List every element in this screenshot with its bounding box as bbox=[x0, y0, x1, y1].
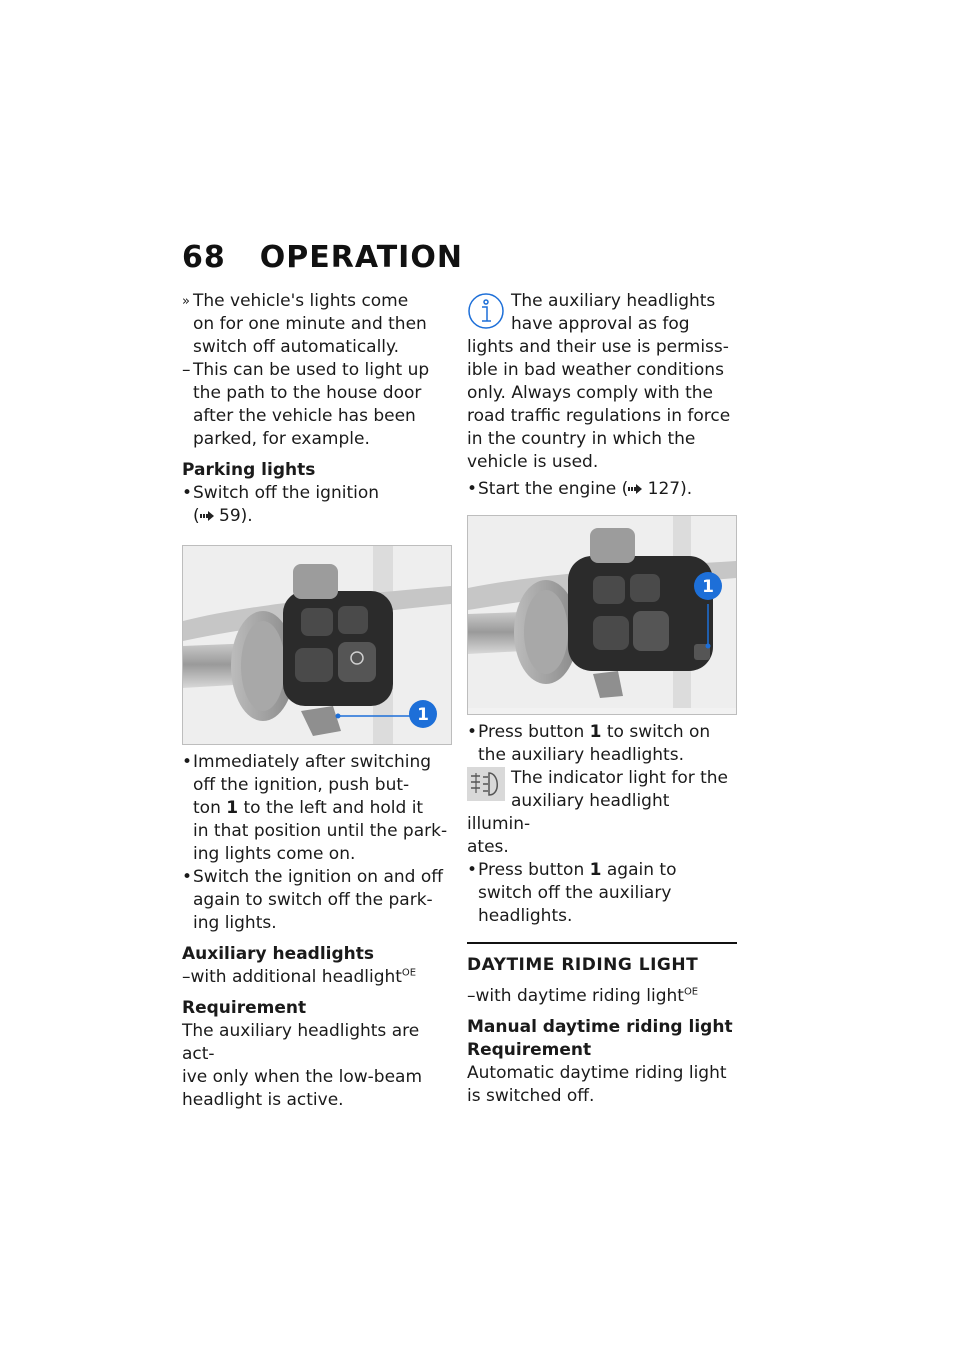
parking-lights-heading: Parking lights bbox=[182, 460, 316, 480]
oe-badge: OE bbox=[683, 986, 699, 998]
result-item bbox=[182, 290, 452, 359]
bullet-icon: • bbox=[467, 860, 478, 880]
aux-subline: –with additional headlight$^{OE}$ bbox=[182, 967, 417, 987]
text-line: switch off automatically. bbox=[193, 337, 400, 357]
aux-headlights-heading: Auxiliary headlights bbox=[182, 944, 375, 964]
page-reference-arrow-icon bbox=[628, 484, 642, 494]
drl-subline: –with daytime riding light$^{OE}$ bbox=[467, 986, 699, 1006]
text-line: This can be used to light up bbox=[193, 360, 430, 380]
handlebar-switch-photo bbox=[182, 545, 452, 745]
left-column bbox=[182, 290, 452, 1112]
page-reference[interactable]: ( 59). bbox=[193, 506, 253, 526]
text-line: ates. bbox=[467, 837, 509, 857]
text-line: Switch the ignition on and off bbox=[193, 867, 443, 887]
bullet-icon: • bbox=[182, 867, 193, 887]
text-line: headlight is active. bbox=[182, 1090, 344, 1110]
text-line: only. Always comply with the bbox=[467, 383, 713, 403]
bullet-item bbox=[467, 478, 737, 501]
callout-number: 1 bbox=[702, 577, 714, 597]
oe-badge: OE bbox=[401, 967, 417, 979]
bullet-item bbox=[182, 751, 452, 866]
text-line: Switch off the ignition bbox=[193, 483, 380, 503]
bullet-icon: • bbox=[182, 752, 193, 772]
result-marker-icon: » bbox=[182, 294, 190, 309]
text-line: switch off the auxiliary bbox=[478, 883, 672, 903]
text-line: parked, for example. bbox=[193, 429, 370, 449]
bullet-item bbox=[182, 482, 452, 528]
callout-number: 1 bbox=[417, 705, 429, 725]
text-line: have approval as fog bbox=[511, 314, 690, 334]
text-line: Press button 1 again to bbox=[478, 860, 677, 880]
text-line: after the vehicle has been bbox=[193, 406, 416, 426]
dash-marker-icon: – bbox=[182, 360, 191, 380]
info-note bbox=[467, 290, 737, 474]
handlebar-illustration bbox=[183, 546, 451, 744]
daytime-riding-light-section: DAYTIME RIDING LIGHT bbox=[467, 942, 737, 977]
text-line: ing lights come on. bbox=[193, 844, 356, 864]
text-line: vehicle is used. bbox=[467, 452, 599, 472]
handlebar-illustration bbox=[468, 516, 736, 708]
text-line: Automatic daytime riding light bbox=[467, 1063, 727, 1083]
page-reference[interactable]: Start the engine ( 127). bbox=[478, 479, 693, 499]
text-line: The auxiliary headlights bbox=[511, 291, 716, 311]
text-line: ible in bad weather conditions bbox=[467, 360, 724, 380]
requirement-heading: Requirement bbox=[467, 1040, 592, 1060]
manual-drl-heading: Manual daytime riding light bbox=[467, 1017, 733, 1037]
text-line: ton 1 to the left and hold it bbox=[193, 798, 424, 818]
dash-item bbox=[182, 359, 452, 451]
text-line: Press button 1 to switch on bbox=[478, 722, 711, 742]
text-line: ing lights. bbox=[193, 913, 277, 933]
text-line: the path to the house door bbox=[193, 383, 422, 403]
text-line: lights and their use is permiss- bbox=[467, 337, 729, 357]
bullet-icon: • bbox=[182, 483, 193, 503]
text-line: The indicator light for the bbox=[511, 768, 729, 788]
text-line: The auxiliary headlights are act- bbox=[182, 1021, 420, 1064]
bullet-icon: • bbox=[467, 479, 478, 499]
text-line: again to switch off the park- bbox=[193, 890, 433, 910]
indicator-note bbox=[467, 767, 737, 859]
chapter-title: OPERATION bbox=[259, 240, 463, 275]
page-reference-arrow-icon bbox=[200, 511, 214, 521]
bullet-item bbox=[182, 866, 452, 935]
bullet-item bbox=[467, 859, 737, 928]
page-header bbox=[182, 240, 463, 275]
aux-headlight-switch-photo bbox=[467, 515, 737, 715]
info-icon bbox=[467, 292, 505, 330]
requirement-heading: Requirement bbox=[182, 998, 307, 1018]
right-column bbox=[467, 290, 737, 1108]
text-line: is switched off. bbox=[467, 1086, 595, 1106]
bullet-icon: • bbox=[467, 722, 478, 742]
text-line: auxiliary headlight illumin- bbox=[467, 791, 670, 834]
text-line: off the ignition, push but- bbox=[193, 775, 410, 795]
text-line: the auxiliary headlights. bbox=[478, 745, 684, 765]
text-line: in the country in which the bbox=[467, 429, 696, 449]
text-line: ive only when the low-beam bbox=[182, 1067, 423, 1087]
text-line: on for one minute and then bbox=[193, 314, 427, 334]
text-line: headlights. bbox=[478, 906, 573, 926]
text-line: in that position until the park- bbox=[193, 821, 448, 841]
bullet-item bbox=[467, 721, 737, 767]
text-line: Immediately after switching bbox=[193, 752, 432, 772]
text-line: road traffic regulations in force bbox=[467, 406, 731, 426]
page-number: 68 bbox=[182, 240, 226, 275]
fog-light-indicator-icon bbox=[467, 767, 505, 801]
text-line: The vehicle's lights come bbox=[193, 291, 409, 311]
